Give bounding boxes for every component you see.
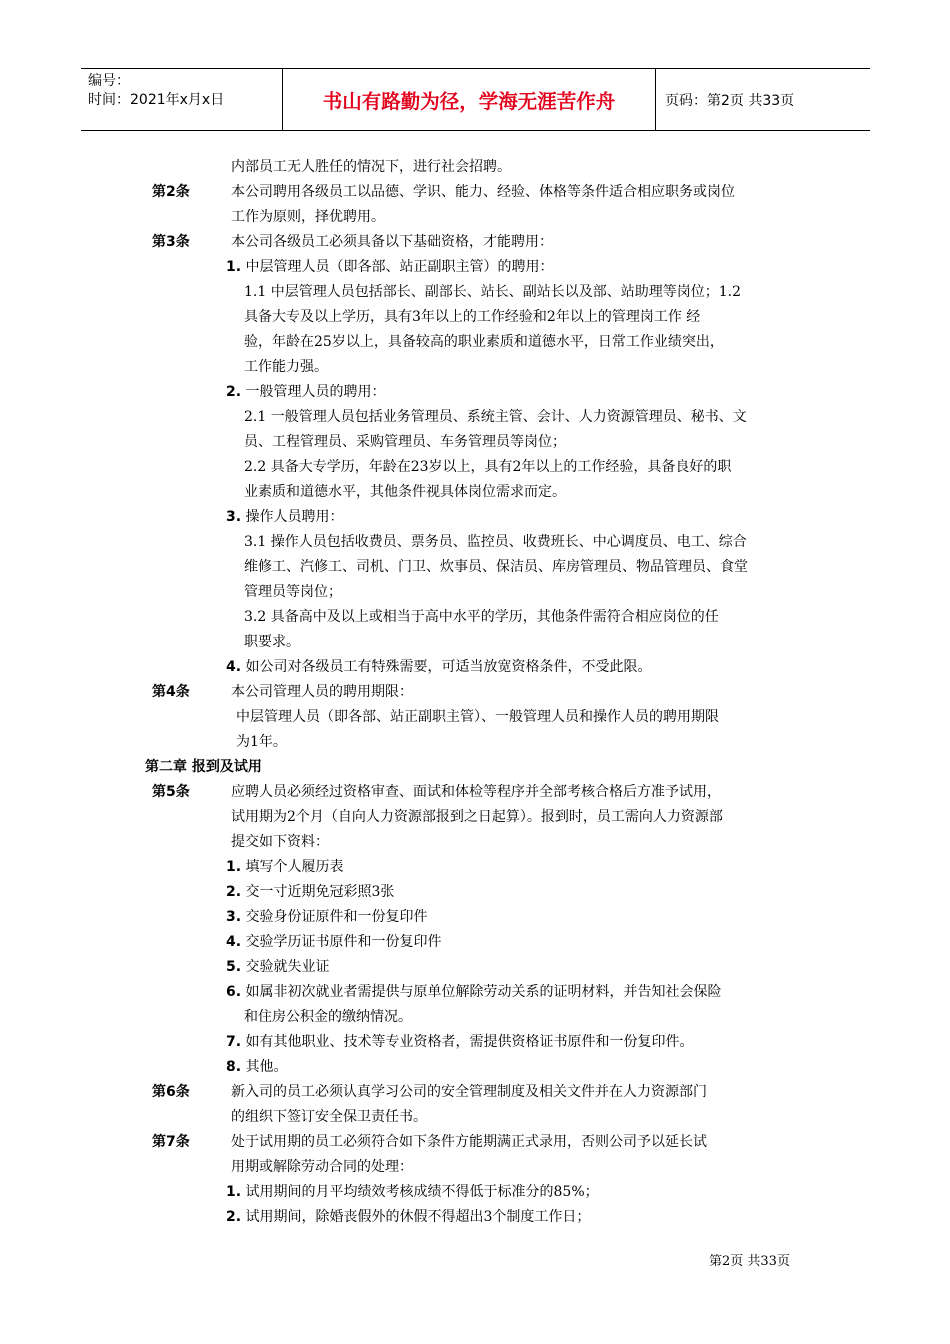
line-body: 试用期间，除婚丧假外的休假不得超出3个制度工作日； xyxy=(245,1209,591,1225)
document-line xyxy=(0,355,950,380)
document-line xyxy=(0,1155,950,1180)
line-text xyxy=(244,305,700,330)
line-body: 维修工、汽修工、司机、门卫、炊事员、保洁员、库房管理员、物品管理员、食堂 xyxy=(244,559,748,575)
line-text xyxy=(226,655,652,680)
article-label: 第4条 xyxy=(152,684,190,700)
line-text xyxy=(231,205,385,230)
line-body: 如有其他职业、技术等专业资格者，需提供资格证书原件和一份复印件。 xyxy=(245,1034,694,1050)
line-body: 试用期为2个月（自向人力资源部报到之日起算）。报到时，员工需向人力资源部 xyxy=(231,809,723,825)
line-text xyxy=(244,480,566,505)
line-body: 中层管理人员（即各部、站正副职主管）、一般管理人员和操作人员的聘用期限 xyxy=(236,709,719,725)
document-line xyxy=(0,780,950,805)
document-line xyxy=(0,155,950,180)
document-line xyxy=(0,430,950,455)
line-body: 本公司聘用各级员工以品德、学识、能力、经验、体格等条件适合相应职务或岗位 xyxy=(231,184,735,200)
line-body: 交一寸近期免冠彩照3张 xyxy=(245,884,395,900)
document-line xyxy=(0,1105,950,1130)
line-text xyxy=(244,280,741,305)
line-text xyxy=(231,1105,427,1130)
line-text xyxy=(244,580,342,605)
line-text xyxy=(231,780,721,805)
list-number: 8. xyxy=(226,1059,242,1075)
document-line xyxy=(0,180,950,205)
line-body: 其他。 xyxy=(245,1059,288,1075)
document-line xyxy=(0,405,950,430)
document-line xyxy=(0,1130,950,1155)
document-line xyxy=(0,1005,950,1030)
line-body: 工作能力强。 xyxy=(244,359,328,375)
document-line xyxy=(0,555,950,580)
line-text xyxy=(226,1205,590,1230)
header-motto: 书山有路勤为径，学海无涯苦作舟 xyxy=(322,89,616,113)
document-line xyxy=(0,505,950,530)
line-text xyxy=(244,455,731,480)
line-text xyxy=(231,805,723,830)
page-footer: 第2页 共33页 xyxy=(709,1254,790,1269)
line-text xyxy=(226,1180,599,1205)
line-body: 交验身份证原件和一份复印件 xyxy=(245,909,428,925)
list-number: 3. xyxy=(226,909,242,925)
line-body: 1.1 中层管理人员包括部长、副部长、站长、副站长以及部、站助理等岗位；1.2 xyxy=(244,284,741,300)
document-line xyxy=(0,1030,950,1055)
document-line xyxy=(0,455,950,480)
page-header xyxy=(81,68,870,131)
line-text xyxy=(244,630,300,655)
list-number: 1. xyxy=(226,259,242,275)
line-body: 提交如下资料： xyxy=(231,834,329,850)
document-line xyxy=(0,255,950,280)
header-page-number: 页码：第2页 共33页 xyxy=(665,92,795,109)
document-line xyxy=(0,755,950,780)
line-body: 和住房公积金的缴纳情况。 xyxy=(244,1009,412,1025)
document-line xyxy=(0,330,950,355)
line-text xyxy=(231,155,511,180)
chapter-heading: 第二章 报到及试用 xyxy=(145,759,262,775)
line-body: 交验就失业证 xyxy=(245,959,330,975)
document-line xyxy=(0,1180,950,1205)
document-line xyxy=(0,830,950,855)
document-line xyxy=(0,305,950,330)
line-text xyxy=(244,330,724,355)
line-body: 本公司管理人员的聘用期限： xyxy=(231,684,413,700)
article-label: 第2条 xyxy=(152,184,190,200)
line-text xyxy=(226,380,386,405)
document-line xyxy=(0,805,950,830)
line-text xyxy=(244,605,719,630)
line-text xyxy=(236,705,719,730)
line-text xyxy=(231,180,735,205)
list-number: 2. xyxy=(226,884,242,900)
line-body: 验，年龄在25岁以上，具备较高的职业素质和道德水平，日常工作业绩突出， xyxy=(244,334,724,350)
line-body: 填写个人履历表 xyxy=(245,859,344,875)
line-body: 员、工程管理员、采购管理员、车务管理员等岗位； xyxy=(244,434,566,450)
list-number: 2. xyxy=(226,384,242,400)
line-text xyxy=(226,855,344,880)
document-line xyxy=(0,530,950,555)
document-body xyxy=(0,155,950,1230)
line-body: 2.2 具备大专学历，年龄在23岁以上，具有2年以上的工作经验，具备良好的职 xyxy=(244,459,732,475)
article-label: 第7条 xyxy=(152,1134,190,1150)
line-text xyxy=(231,1080,707,1105)
document-line xyxy=(0,980,950,1005)
line-body: 一般管理人员的聘用： xyxy=(245,384,386,400)
list-number: 2. xyxy=(226,1209,242,1225)
document-line xyxy=(0,280,950,305)
document-line xyxy=(0,1055,950,1080)
header-meta xyxy=(88,72,224,110)
line-text xyxy=(231,1155,413,1180)
document-line xyxy=(0,655,950,680)
list-number: 3. xyxy=(226,509,242,525)
line-body: 如属非初次就业者需提供与原单位解除劳动关系的证明材料，并告知社会保险 xyxy=(245,984,722,1000)
line-body: 3.2 具备高中及以上或相当于高中水平的学历，其他条件需符合相应岗位的任 xyxy=(244,609,719,625)
document-line xyxy=(0,1080,950,1105)
list-number: 4. xyxy=(226,659,242,675)
line-text xyxy=(244,530,747,555)
line-body: 管理员等岗位； xyxy=(244,584,342,600)
article-label: 第3条 xyxy=(152,234,190,250)
line-body: 操作人员聘用： xyxy=(245,509,344,525)
document-line xyxy=(0,605,950,630)
line-body: 如公司对各级员工有特殊需要，可适当放宽资格条件，不受此限。 xyxy=(245,659,652,675)
line-body: 工作为原则，择优聘用。 xyxy=(231,209,385,225)
document-line xyxy=(0,480,950,505)
document-line xyxy=(0,955,950,980)
line-body: 应聘人员必须经过资格审查、面试和体检等程序并全部考核合格后方准予试用， xyxy=(231,784,721,800)
document-line xyxy=(0,930,950,955)
line-body: 用期或解除劳动合同的处理： xyxy=(231,1159,413,1175)
line-body: 的组织下签订安全保卫责任书。 xyxy=(231,1109,427,1125)
list-number: 4. xyxy=(226,934,242,950)
line-body: 试用期间的月平均绩效考核成绩不得低于标准分的85%； xyxy=(245,1184,599,1200)
document-line xyxy=(0,680,950,705)
line-body: 职要求。 xyxy=(244,634,300,650)
line-body: 新入司的员工必须认真学习公司的安全管理制度及相关文件并在人力资源部门 xyxy=(231,1084,707,1100)
line-body: 内部员工无人胜任的情况下，进行社会招聘。 xyxy=(231,159,511,175)
document-line xyxy=(0,905,950,930)
line-text xyxy=(226,880,394,905)
line-body: 业素质和道德水平，其他条件视具体岗位需求而定。 xyxy=(244,484,566,500)
article-label: 第6条 xyxy=(152,1084,190,1100)
document-number-label: 编号： xyxy=(88,73,130,89)
document-line xyxy=(0,580,950,605)
line-text xyxy=(226,1030,694,1055)
line-text xyxy=(226,955,330,980)
document-line xyxy=(0,705,950,730)
line-text xyxy=(244,405,747,430)
line-text xyxy=(231,680,413,705)
document-line xyxy=(0,380,950,405)
list-number: 6. xyxy=(226,984,242,1000)
document-line xyxy=(0,630,950,655)
list-number: 5. xyxy=(226,959,242,975)
line-body: 具备大专及以上学历，具有3年以上的工作经验和2年以上的管理岗工作 经 xyxy=(244,309,701,325)
document-line xyxy=(0,855,950,880)
line-body: 交验学历证书原件和一份复印件 xyxy=(245,934,442,950)
line-text xyxy=(231,1130,707,1155)
line-text xyxy=(231,830,329,855)
line-text xyxy=(231,230,553,255)
line-body: 3.1 操作人员包括收费员、票务员、监控员、收费班长、中心调度员、电工、综合 xyxy=(244,534,747,550)
line-body: 中层管理人员（即各部、站正副职主管）的聘用： xyxy=(245,259,554,275)
line-body: 本公司各级员工必须具备以下基础资格，才能聘用： xyxy=(231,234,553,250)
line-body: 2.1 一般管理人员包括业务管理员、系统主管、会计、人力资源管理员、秘书、文 xyxy=(244,409,747,425)
list-number: 1. xyxy=(226,859,242,875)
document-line xyxy=(0,205,950,230)
line-text xyxy=(244,430,566,455)
line-text xyxy=(226,980,722,1005)
document-line xyxy=(0,1205,950,1230)
line-body: 为1年。 xyxy=(236,734,287,750)
line-text xyxy=(244,1005,412,1030)
list-number: 1. xyxy=(226,1184,242,1200)
document-line xyxy=(0,730,950,755)
line-text xyxy=(226,930,442,955)
line-text xyxy=(236,730,287,755)
line-text xyxy=(226,505,344,530)
line-text xyxy=(244,555,748,580)
document-date: 时间：2021年x月x日 xyxy=(88,92,225,108)
article-label: 第5条 xyxy=(152,784,190,800)
line-body: 处于试用期的员工必须符合如下条件方能期满正式录用，否则公司予以延长试 xyxy=(231,1134,707,1150)
line-text xyxy=(226,905,428,930)
header-divider xyxy=(655,69,656,130)
line-text xyxy=(226,1055,288,1080)
document-line xyxy=(0,230,950,255)
document-line xyxy=(0,880,950,905)
list-number: 7. xyxy=(226,1034,242,1050)
line-text xyxy=(244,355,328,380)
line-text xyxy=(226,255,554,280)
